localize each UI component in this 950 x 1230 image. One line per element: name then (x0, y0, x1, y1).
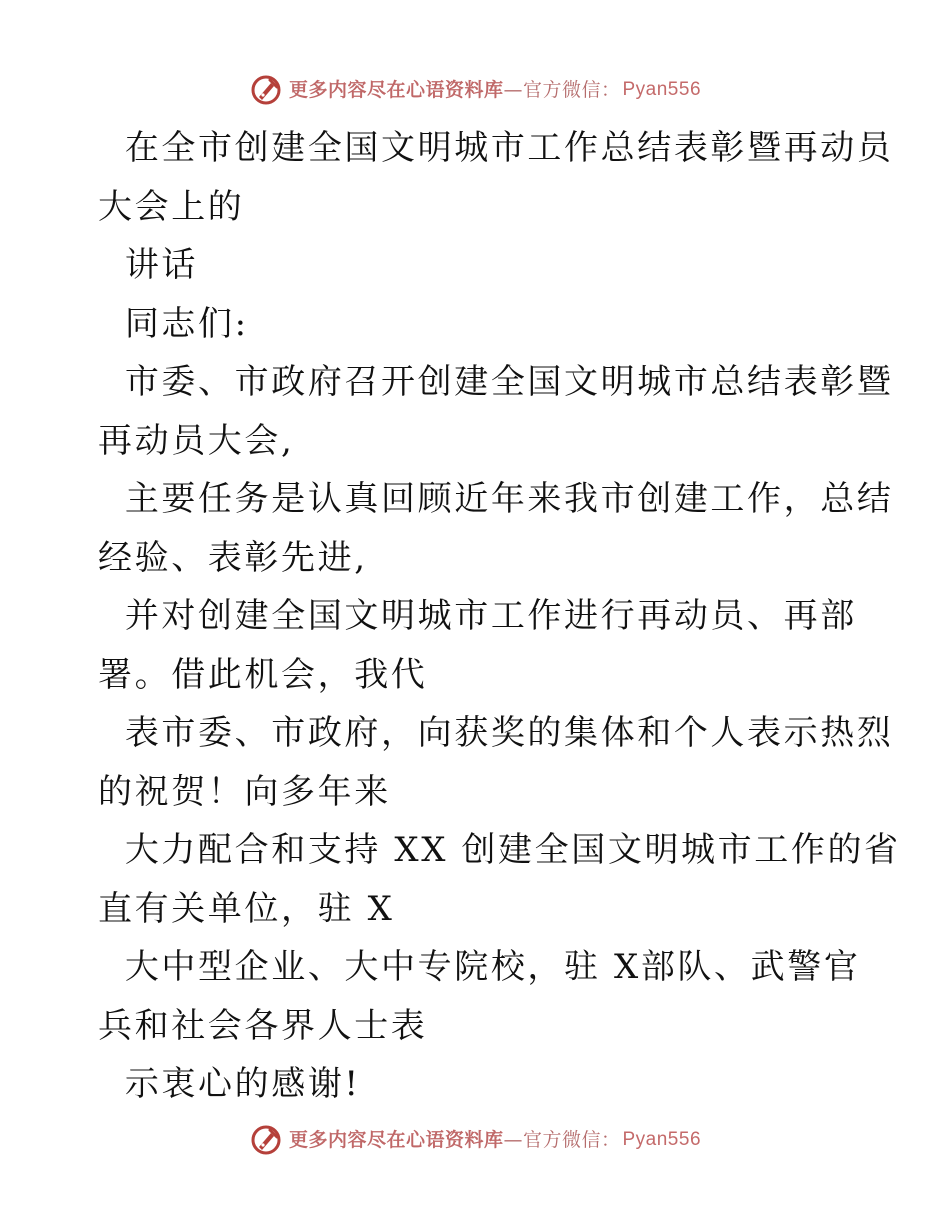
doc-line: 市委、市政府召开创建全国文明城市总结表彰暨 (98, 362, 894, 402)
pen-nib-logo-icon (249, 1123, 283, 1157)
doc-line: 大会上的 (98, 186, 245, 227)
pen-nib-logo-icon (249, 73, 283, 107)
doc-line: 的祝贺！向多年来 (98, 771, 391, 812)
doc-line: 经验、表彰先进, (98, 537, 368, 578)
doc-line: 并对创建全国文明城市工作进行再动员、再部 (98, 596, 857, 636)
doc-line: 表市委、市政府，向获奖的集体和个人表示热烈 (98, 713, 894, 753)
footer-banner (0, 1120, 950, 1160)
header-banner (0, 70, 950, 110)
document-body (98, 119, 901, 1114)
doc-line: 大中型企业、大中专院校，驻 X部队、武警官 (98, 947, 861, 987)
doc-line: 在全市创建全国文明城市工作总结表彰暨再动员 (98, 128, 894, 168)
doc-line: 兵和社会各界人士表 (98, 1005, 428, 1046)
banner-separator: — (503, 79, 523, 101)
banner-text (289, 73, 701, 107)
doc-line: 主要任务是认真回顾近年来我市创建工作，总结 (98, 479, 894, 519)
doc-line: 大力配合和支持 XX 创建全国文明城市工作的省 (98, 830, 901, 870)
banner-brand: 更多内容尽在心语资料库 (288, 79, 504, 101)
doc-line: 示衷心的感谢! (98, 1064, 361, 1104)
banner-separator: — (503, 1129, 523, 1151)
doc-line: 同志们: (98, 303, 249, 344)
doc-line: 讲话 (98, 245, 199, 285)
doc-line: 直有关单位，驻 X (98, 888, 395, 929)
banner-wechat-label: 官方微信： (522, 79, 621, 101)
banner-wechat-label: 官方微信： (522, 1129, 621, 1151)
banner-brand: 更多内容尽在心语资料库 (288, 1129, 504, 1151)
doc-line: 再动员大会, (98, 420, 295, 461)
banner-account: Pyan556 (622, 1129, 702, 1150)
banner-text (289, 1123, 701, 1157)
doc-line: 署。借此机会，我代 (98, 654, 428, 695)
banner-account: Pyan556 (622, 79, 702, 100)
